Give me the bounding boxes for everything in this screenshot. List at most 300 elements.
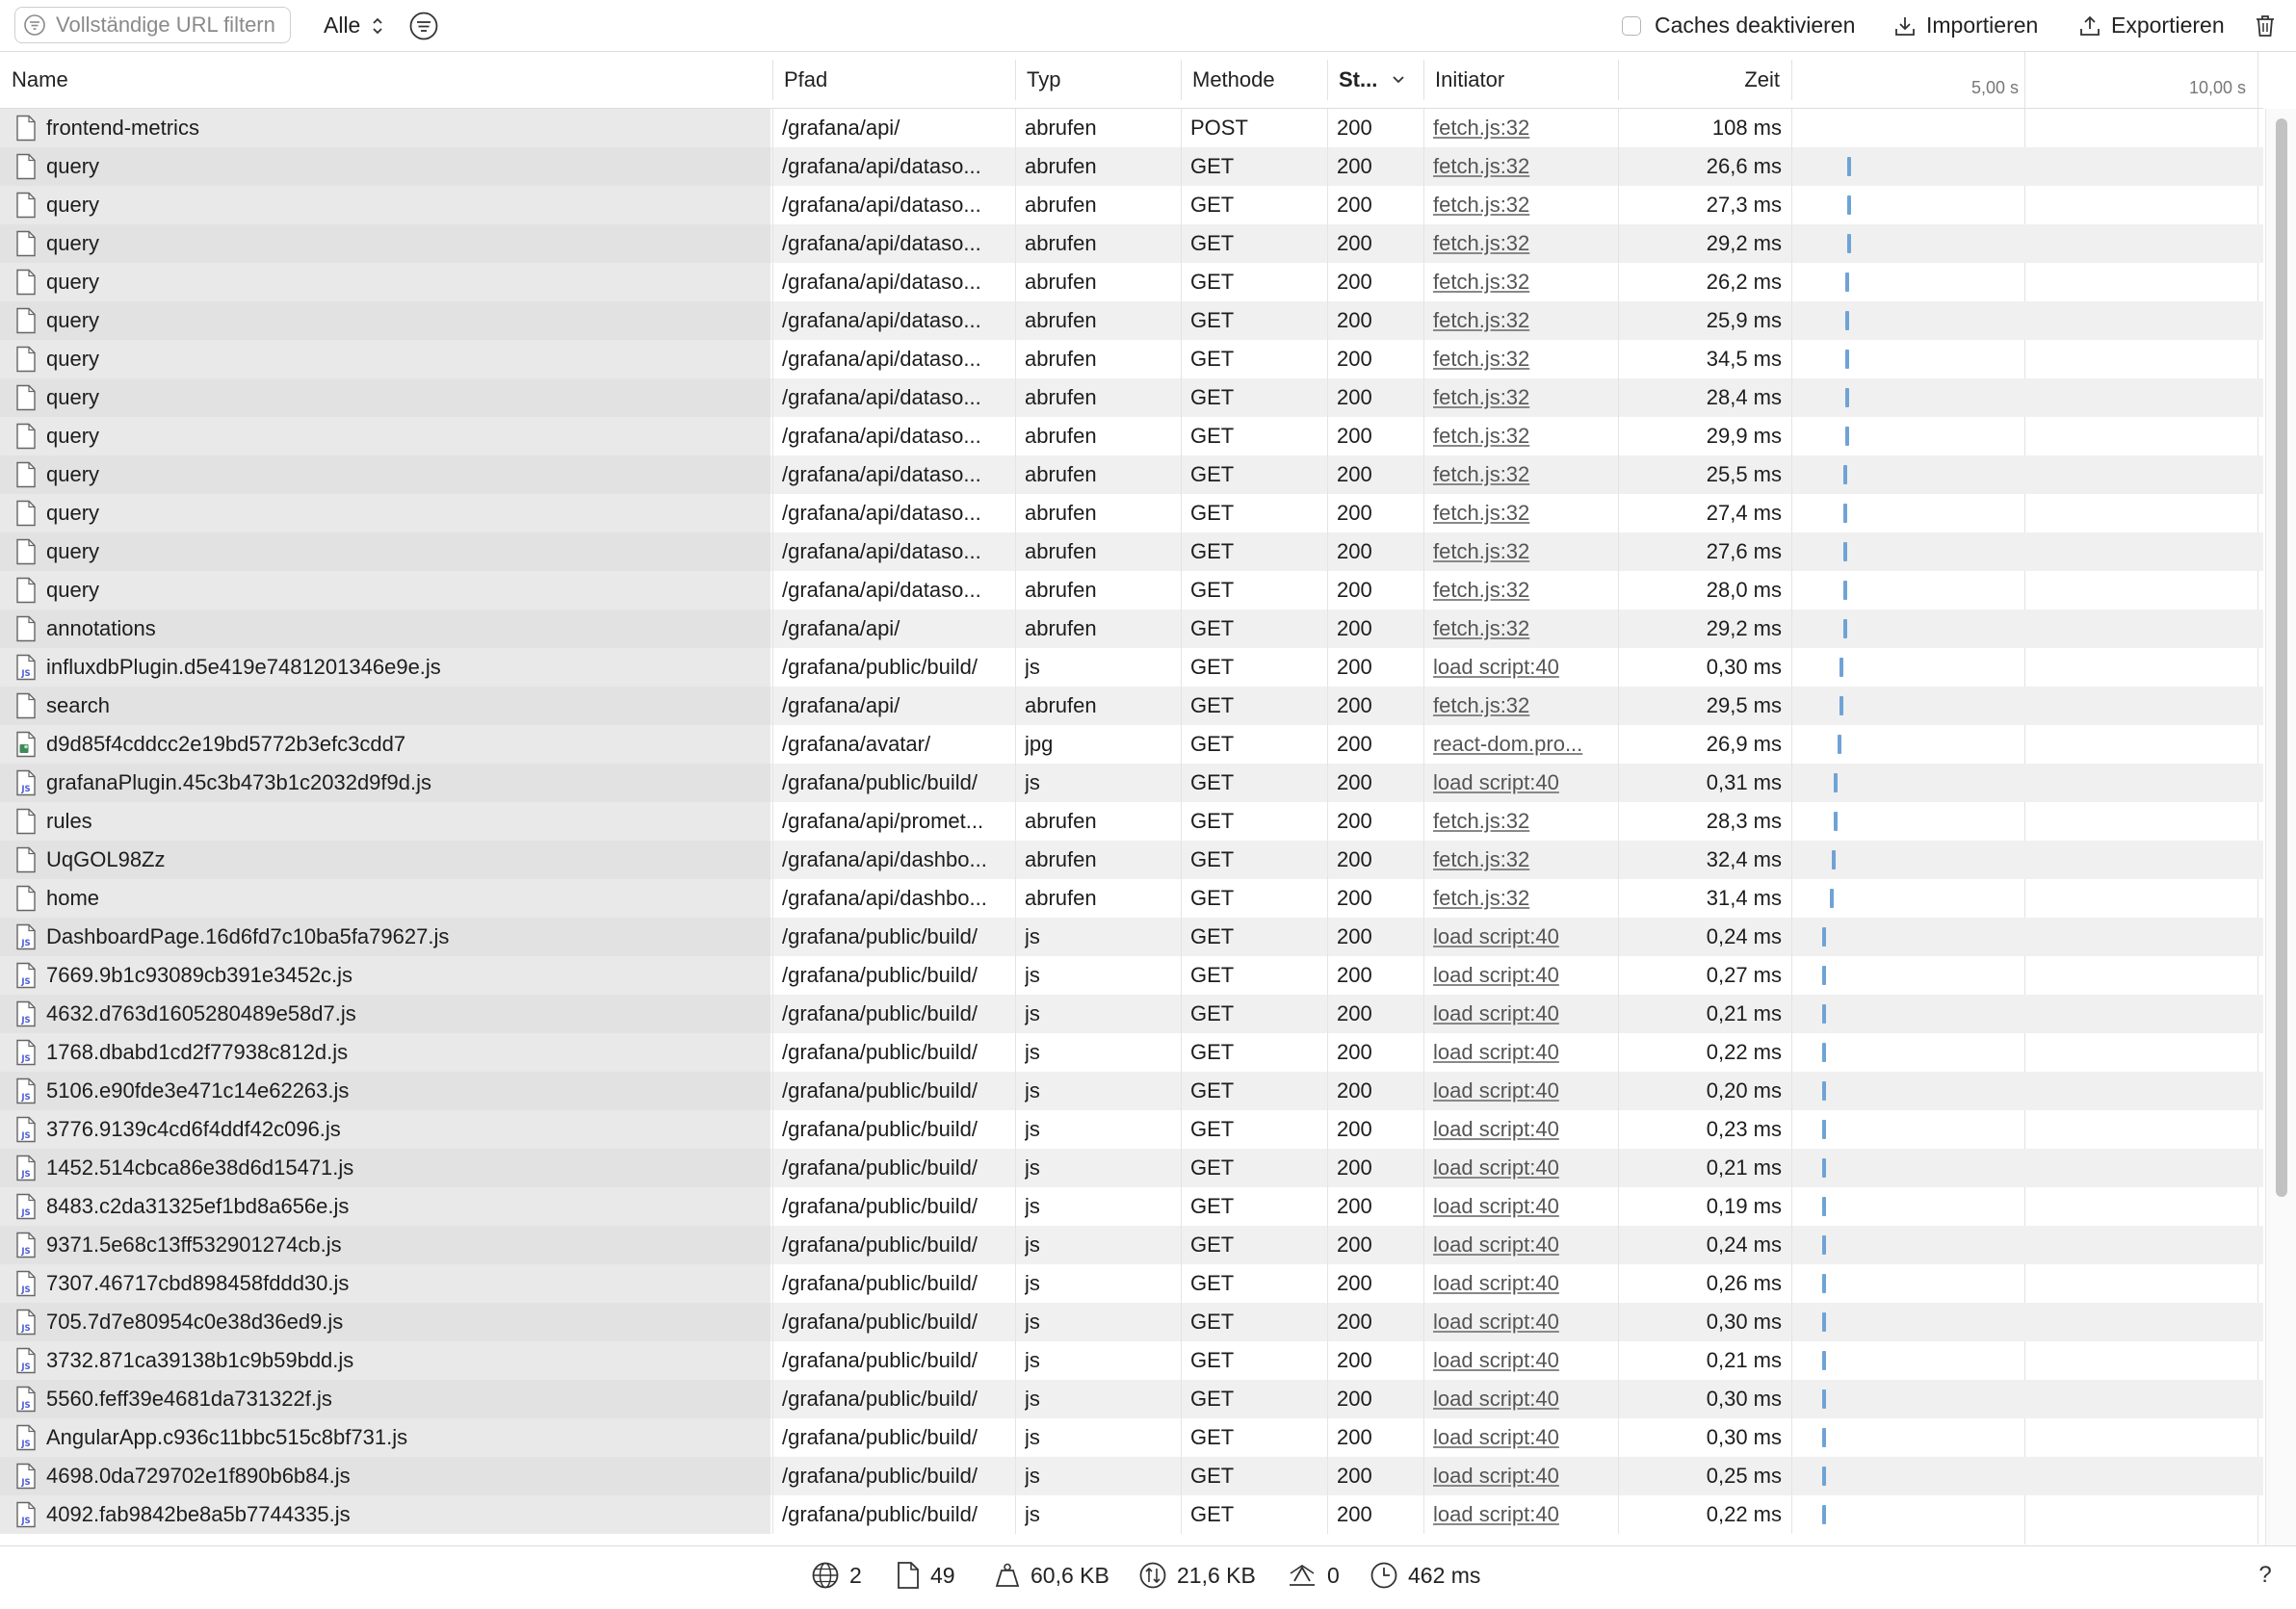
request-initiator-link[interactable]: load script:40 [1433, 1387, 1559, 1411]
waterfall-bar[interactable] [1822, 1081, 1826, 1101]
waterfall-bar[interactable] [1839, 696, 1843, 715]
waterfall-bar[interactable] [1843, 619, 1847, 638]
column-divider [1423, 841, 1424, 879]
column-divider [772, 802, 773, 841]
column-divider [1181, 1264, 1182, 1303]
waterfall-bar[interactable] [1822, 1428, 1826, 1447]
waterfall-bar[interactable] [1822, 1004, 1826, 1024]
request-path: /grafana/api/dataso... [782, 501, 981, 525]
request-initiator-link[interactable]: load script:40 [1433, 1155, 1559, 1180]
request-initiator-link[interactable]: fetch.js:32 [1433, 347, 1530, 371]
request-status: 200 [1337, 1194, 1372, 1218]
request-time: 0,21 ms [1706, 1155, 1782, 1180]
waterfall-bar[interactable] [1845, 272, 1849, 292]
request-path: /grafana/public/build/ [782, 1310, 978, 1334]
column-divider [1015, 340, 1016, 378]
column-divider [1327, 764, 1328, 802]
column-divider [1015, 109, 1016, 147]
request-method: GET [1190, 154, 1235, 178]
request-name-cell [0, 340, 770, 378]
js-file-icon [15, 769, 37, 796]
request-name: query [46, 193, 100, 217]
waterfall-bar[interactable] [1822, 1043, 1826, 1062]
column-divider [1181, 610, 1182, 648]
request-name: frontend-metrics [46, 116, 199, 140]
request-initiator-link[interactable]: fetch.js:32 [1433, 116, 1530, 140]
column-header-time-label: Zeit [1744, 67, 1780, 91]
request-initiator-link[interactable]: fetch.js:32 [1433, 385, 1530, 409]
request-initiator-link[interactable]: load script:40 [1433, 1464, 1559, 1488]
waterfall-bar[interactable] [1822, 927, 1826, 947]
request-initiator-link[interactable]: load script:40 [1433, 1040, 1559, 1064]
waterfall-bar[interactable] [1845, 388, 1849, 407]
request-method: GET [1190, 1310, 1235, 1334]
column-divider [1423, 1110, 1424, 1149]
filter-options-icon [408, 11, 439, 41]
waterfall-bar[interactable] [1822, 1389, 1826, 1409]
request-row[interactable] [0, 1457, 2263, 1495]
waterfall-bar[interactable] [1822, 1197, 1826, 1216]
request-name: query [46, 462, 100, 486]
vertical-scrollbar[interactable] [2265, 109, 2296, 1545]
column-divider [1791, 147, 1792, 186]
column-divider [772, 532, 773, 571]
request-status: 200 [1337, 886, 1372, 910]
request-row[interactable] [0, 764, 2263, 802]
waterfall-bar[interactable] [1843, 542, 1847, 561]
waterfall-bar[interactable] [1845, 311, 1849, 330]
request-type: abrufen [1025, 270, 1097, 294]
request-row[interactable] [0, 1033, 2263, 1072]
column-divider [1791, 1264, 1792, 1303]
column-header-time[interactable] [1618, 52, 1782, 108]
waterfall-bar[interactable] [1830, 889, 1834, 908]
request-status: 200 [1337, 1425, 1372, 1449]
svg-text:JS: JS [21, 1131, 31, 1141]
request-status: 200 [1337, 308, 1372, 332]
column-divider [772, 648, 773, 687]
column-divider [1181, 687, 1182, 725]
request-initiator-link[interactable]: load script:40 [1433, 1001, 1559, 1025]
request-initiator-link[interactable]: load script:40 [1433, 924, 1559, 948]
request-path: /grafana/api/dataso... [782, 193, 981, 217]
request-name: query [46, 270, 100, 294]
request-row[interactable] [0, 802, 2263, 841]
column-header-status[interactable] [1327, 52, 1423, 108]
column-divider [772, 1380, 773, 1418]
column-divider [1181, 1149, 1182, 1187]
request-method: GET [1190, 308, 1235, 332]
waterfall-bar[interactable] [1843, 581, 1847, 600]
request-method: POST [1190, 116, 1248, 140]
request-row[interactable] [0, 378, 2263, 417]
waterfall-bar[interactable] [1845, 427, 1849, 446]
column-divider [1181, 1418, 1182, 1457]
column-divider [772, 378, 773, 417]
request-name: grafanaPlugin.45c3b473b1c2032d9f9d.js [46, 770, 431, 794]
export-button[interactable] [2078, 0, 2225, 51]
request-method: GET [1190, 385, 1235, 409]
request-initiator-link[interactable]: load script:40 [1433, 655, 1559, 679]
column-header-initiator[interactable] [1423, 52, 1616, 108]
request-row[interactable] [0, 1341, 2263, 1380]
request-name: query [46, 347, 100, 371]
column-divider [1015, 1457, 1016, 1495]
column-divider [772, 417, 773, 455]
column-divider [1181, 879, 1182, 918]
request-time: 0,20 ms [1706, 1078, 1782, 1103]
column-divider [1791, 263, 1792, 301]
request-name-cell [0, 1187, 770, 1226]
request-row[interactable] [0, 417, 2263, 455]
waterfall-bar[interactable] [1832, 850, 1836, 869]
transfer-icon [1138, 1561, 1167, 1590]
column-divider [1015, 494, 1016, 532]
request-name: query [46, 578, 100, 602]
request-time: 26,6 ms [1706, 154, 1782, 178]
waterfall-tick-5s [1793, 52, 2024, 108]
request-path: /grafana/api/ [782, 693, 900, 717]
request-initiator-link[interactable]: fetch.js:32 [1433, 231, 1530, 255]
column-divider [1423, 494, 1424, 532]
svg-text:JS: JS [21, 977, 31, 987]
column-divider [1181, 841, 1182, 879]
waterfall-bar[interactable] [1847, 157, 1851, 176]
request-name-cell [0, 610, 770, 648]
disable-cache-toggle[interactable] [1622, 0, 1855, 51]
request-row[interactable] [0, 995, 2263, 1033]
column-divider [1015, 1072, 1016, 1110]
request-path: /grafana/api/dataso... [782, 539, 981, 563]
request-row[interactable] [0, 455, 2263, 494]
request-row[interactable] [0, 610, 2263, 648]
column-divider [1015, 841, 1016, 879]
redirects-count-value: 0 [1327, 1562, 1340, 1588]
request-type: js [1025, 1387, 1040, 1411]
column-divider [1423, 301, 1424, 340]
request-initiator-link[interactable]: react-dom.pro... [1433, 732, 1583, 756]
column-divider [1181, 301, 1182, 340]
request-status: 200 [1337, 655, 1372, 679]
request-method: GET [1190, 886, 1235, 910]
request-row[interactable] [0, 725, 2263, 764]
request-path: /grafana/api/promet... [782, 809, 984, 833]
column-divider [772, 956, 773, 995]
waterfall-bar[interactable] [1847, 195, 1851, 215]
request-status: 200 [1337, 1387, 1372, 1411]
column-divider[interactable] [1791, 60, 1792, 100]
column-divider [1327, 532, 1328, 571]
waterfall-bar[interactable] [1822, 1466, 1826, 1486]
request-row[interactable] [0, 1072, 2263, 1110]
request-time: 26,2 ms [1706, 270, 1782, 294]
request-initiator-link[interactable]: load script:40 [1433, 770, 1559, 794]
request-row[interactable] [0, 648, 2263, 687]
waterfall-bar[interactable] [1847, 234, 1851, 253]
request-initiator-link[interactable]: fetch.js:32 [1433, 308, 1530, 332]
request-path: /grafana/api/dataso... [782, 347, 981, 371]
column-header-name[interactable] [0, 52, 770, 108]
column-divider [1327, 1187, 1328, 1226]
request-row[interactable] [0, 1380, 2263, 1418]
column-divider [1327, 610, 1328, 648]
column-divider [1423, 109, 1424, 147]
request-name: query [46, 424, 100, 448]
request-row[interactable] [0, 224, 2263, 263]
request-status: 200 [1337, 1310, 1372, 1334]
request-type: js [1025, 655, 1040, 679]
request-path: /grafana/public/build/ [782, 963, 978, 987]
waterfall-bar[interactable] [1845, 350, 1849, 369]
request-name: query [46, 501, 100, 525]
request-method: GET [1190, 347, 1235, 371]
column-divider [1015, 1418, 1016, 1457]
request-initiator-link[interactable]: fetch.js:32 [1433, 539, 1530, 563]
request-method: GET [1190, 847, 1235, 871]
request-initiator-link[interactable]: fetch.js:32 [1433, 270, 1530, 294]
waterfall-bar[interactable] [1822, 1505, 1826, 1524]
request-initiator-link[interactable]: fetch.js:32 [1433, 501, 1530, 525]
request-path: /grafana/public/build/ [782, 1348, 978, 1372]
request-row[interactable] [0, 301, 2263, 340]
request-type: abrufen [1025, 308, 1097, 332]
column-divider [1015, 1187, 1016, 1226]
column-header-method[interactable] [1181, 52, 1327, 108]
document-icon [896, 1561, 921, 1590]
request-row[interactable] [0, 1110, 2263, 1149]
request-row[interactable] [0, 109, 2263, 147]
column-divider [1423, 455, 1424, 494]
scrollbar-thumb[interactable] [2276, 118, 2287, 1197]
request-row[interactable] [0, 340, 2263, 378]
request-name: query [46, 154, 100, 178]
request-name-cell [0, 995, 770, 1033]
request-row[interactable] [0, 1187, 2263, 1226]
column-divider [1791, 494, 1792, 532]
request-row[interactable] [0, 186, 2263, 224]
transferred-size [1138, 1546, 1256, 1604]
request-status: 200 [1337, 1348, 1372, 1372]
waterfall-bar[interactable] [1834, 773, 1838, 792]
column-divider [1327, 1110, 1328, 1149]
request-row[interactable] [0, 918, 2263, 956]
request-name: 4632.d763d1605280489e58d7.js [46, 1001, 356, 1025]
waterfall-bar[interactable] [1822, 1274, 1826, 1293]
column-divider [1015, 956, 1016, 995]
request-row[interactable] [0, 1264, 2263, 1303]
request-time: 0,30 ms [1706, 1425, 1782, 1449]
request-method: GET [1190, 1155, 1235, 1180]
request-initiator-link[interactable]: load script:40 [1433, 1425, 1559, 1449]
request-path: /grafana/api/dataso... [782, 231, 981, 255]
request-initiator-link[interactable]: fetch.js:32 [1433, 578, 1530, 602]
waterfall-bar[interactable] [1838, 735, 1841, 754]
column-divider [1791, 764, 1792, 802]
column-divider [1181, 1033, 1182, 1072]
request-row[interactable] [0, 263, 2263, 301]
request-name-cell [0, 879, 770, 918]
request-row[interactable] [0, 1418, 2263, 1457]
request-type: abrufen [1025, 154, 1097, 178]
type-filter-select[interactable] [324, 0, 385, 51]
request-initiator-link[interactable]: load script:40 [1433, 1310, 1559, 1334]
waterfall-bar[interactable] [1822, 1351, 1826, 1370]
request-time: 28,3 ms [1706, 809, 1782, 833]
request-initiator-link[interactable]: load script:40 [1433, 1233, 1559, 1257]
request-name: query [46, 308, 100, 332]
request-row[interactable] [0, 1495, 2263, 1534]
request-path: /grafana/public/build/ [782, 1117, 978, 1141]
request-initiator-link[interactable]: fetch.js:32 [1433, 693, 1530, 717]
column-divider [1181, 417, 1182, 455]
waterfall-bar[interactable] [1822, 1235, 1826, 1255]
column-divider [772, 224, 773, 263]
column-divider [1327, 1457, 1328, 1495]
request-method: GET [1190, 270, 1235, 294]
clear-log-button[interactable] [2254, 0, 2286, 51]
column-divider [1181, 648, 1182, 687]
resource-size [994, 1546, 1109, 1604]
svg-text:JS: JS [21, 1517, 31, 1526]
svg-text:JS: JS [21, 1401, 31, 1411]
request-initiator-link[interactable]: load script:40 [1433, 1348, 1559, 1372]
column-divider [1791, 841, 1792, 879]
request-time: 29,2 ms [1706, 616, 1782, 640]
column-divider [772, 1457, 773, 1495]
request-method: GET [1190, 693, 1235, 717]
request-initiator-link[interactable]: fetch.js:32 [1433, 886, 1530, 910]
column-divider [1791, 1303, 1792, 1341]
request-row[interactable] [0, 532, 2263, 571]
waterfall-bar[interactable] [1822, 1312, 1826, 1332]
column-divider [1423, 1149, 1424, 1187]
request-initiator-link[interactable]: fetch.js:32 [1433, 424, 1530, 448]
request-name: UqGOL98Zz [46, 847, 166, 871]
url-filter-field[interactable] [14, 7, 291, 43]
waterfall-bar[interactable] [1839, 658, 1843, 677]
request-row[interactable] [0, 1226, 2263, 1264]
load-duration-value: 462 ms [1408, 1562, 1481, 1588]
request-initiator-link[interactable]: load script:40 [1433, 1502, 1559, 1526]
request-initiator-link[interactable]: load script:40 [1433, 1078, 1559, 1103]
request-type: abrufen [1025, 693, 1097, 717]
waterfall-bar[interactable] [1843, 504, 1847, 523]
request-type: abrufen [1025, 231, 1097, 255]
column-divider [772, 841, 773, 879]
document-icon [15, 808, 37, 835]
column-divider [1791, 725, 1792, 764]
column-divider [1327, 725, 1328, 764]
request-initiator-link[interactable]: fetch.js:32 [1433, 809, 1530, 833]
request-path: /grafana/api/dataso... [782, 308, 981, 332]
waterfall-tick-label: 5,00 s [1970, 78, 2019, 97]
column-divider [1181, 571, 1182, 610]
waterfall-bar[interactable] [1834, 812, 1838, 831]
waterfall-bar[interactable] [1843, 465, 1847, 484]
request-path: /grafana/api/dashbo... [782, 847, 987, 871]
column-divider [1327, 1072, 1328, 1110]
request-time: 0,23 ms [1706, 1117, 1782, 1141]
request-initiator-link[interactable]: load script:40 [1433, 1271, 1559, 1295]
request-initiator-link[interactable]: fetch.js:32 [1433, 154, 1530, 178]
column-divider [1423, 417, 1424, 455]
request-initiator-link[interactable]: load script:40 [1433, 963, 1559, 987]
request-path: /grafana/api/dataso... [782, 154, 981, 178]
column-divider [1015, 918, 1016, 956]
disable-cache-checkbox[interactable] [1622, 16, 1641, 36]
request-row[interactable] [0, 147, 2263, 186]
request-name-cell [0, 571, 770, 610]
request-type: abrufen [1025, 424, 1097, 448]
request-row[interactable] [0, 687, 2263, 725]
document-icon [15, 192, 37, 219]
request-status: 200 [1337, 809, 1372, 833]
url-filter-input[interactable] [54, 12, 289, 39]
request-row[interactable] [0, 1149, 2263, 1187]
request-name-cell [0, 1303, 770, 1341]
request-row[interactable] [0, 956, 2263, 995]
js-file-icon [15, 1000, 37, 1027]
request-path: /grafana/public/build/ [782, 1233, 978, 1257]
redirects-count [1287, 1546, 1340, 1604]
waterfall-bar[interactable] [1822, 1158, 1826, 1178]
column-divider [772, 1418, 773, 1457]
column-divider [1791, 1072, 1792, 1110]
column-divider [1327, 1341, 1328, 1380]
js-file-icon [15, 1116, 37, 1143]
svg-text:JS: JS [21, 1093, 31, 1103]
import-button[interactable] [1893, 0, 2038, 51]
svg-text:JS: JS [21, 1208, 31, 1218]
request-row[interactable] [0, 1303, 2263, 1341]
column-divider [1791, 455, 1792, 494]
request-type: js [1025, 1464, 1040, 1488]
waterfall-bar[interactable] [1822, 1120, 1826, 1139]
request-initiator-link[interactable]: fetch.js:32 [1433, 847, 1530, 871]
column-divider [1791, 802, 1792, 841]
request-row[interactable] [0, 571, 2263, 610]
column-divider [1423, 571, 1424, 610]
request-row[interactable] [0, 841, 2263, 879]
column-header-path[interactable] [772, 52, 1013, 108]
column-header-type[interactable] [1015, 52, 1179, 108]
column-divider [772, 109, 773, 147]
clock-icon [1370, 1561, 1398, 1590]
request-initiator-link[interactable]: load script:40 [1433, 1194, 1559, 1218]
request-initiator-link[interactable]: fetch.js:32 [1433, 462, 1530, 486]
request-row[interactable] [0, 879, 2263, 918]
request-initiator-link[interactable]: fetch.js:32 [1433, 616, 1530, 640]
request-initiator-link[interactable]: fetch.js:32 [1433, 193, 1530, 217]
request-initiator-link[interactable]: load script:40 [1433, 1117, 1559, 1141]
filter-options-button[interactable] [408, 0, 449, 51]
request-time: 0,31 ms [1706, 770, 1782, 794]
column-divider [1423, 1187, 1424, 1226]
column-divider [1015, 378, 1016, 417]
column-divider [1423, 1226, 1424, 1264]
waterfall-bar[interactable] [1822, 966, 1826, 985]
column-divider [1181, 109, 1182, 147]
column-divider [1791, 879, 1792, 918]
request-time: 0,19 ms [1706, 1194, 1782, 1218]
request-row[interactable] [0, 494, 2263, 532]
help-button[interactable]: ? [2258, 1562, 2272, 1588]
column-divider [1327, 687, 1328, 725]
request-name: 3776.9139c4cd6f4ddf42c096.js [46, 1117, 341, 1141]
document-icon [15, 307, 37, 334]
request-path: /grafana/public/build/ [782, 1001, 978, 1025]
column-divider [1327, 1303, 1328, 1341]
